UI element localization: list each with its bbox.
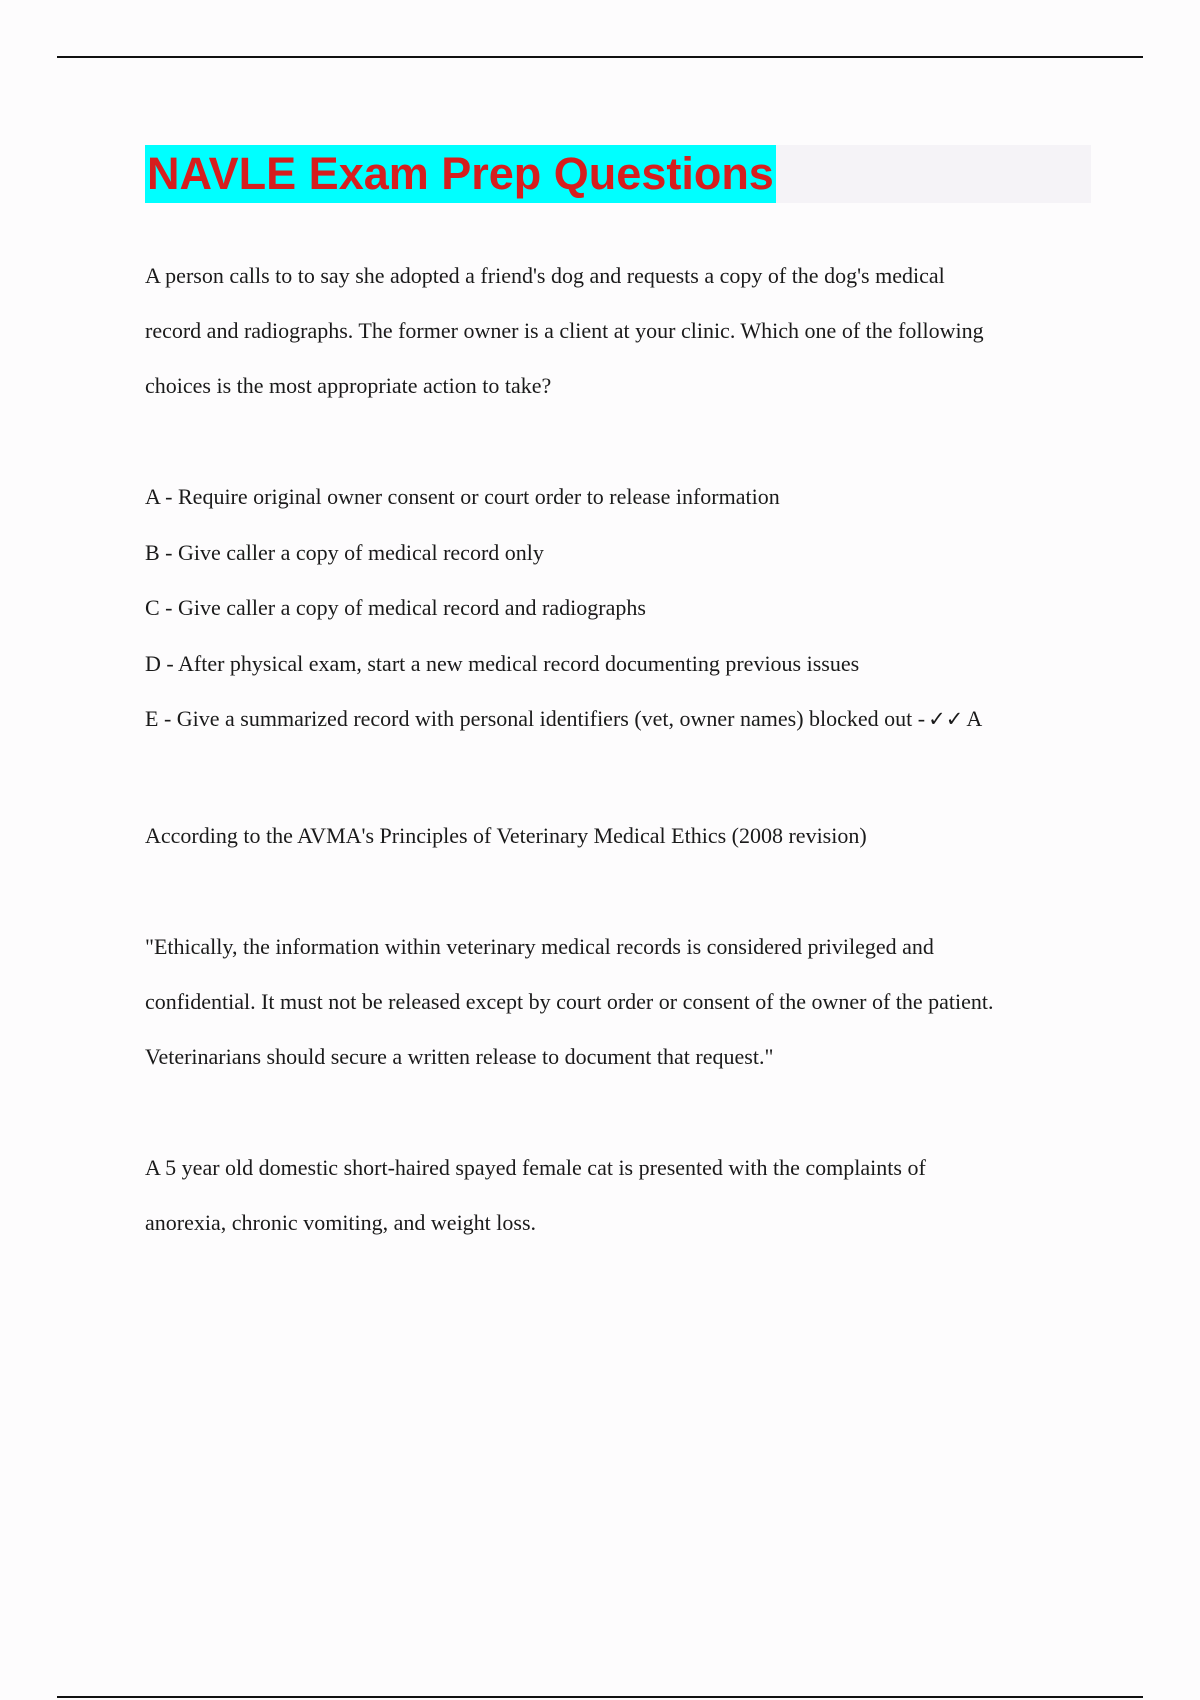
question-2 [145,1140,1105,1250]
top-rule [57,56,1143,58]
ethics-reference: According to the AVMA's Principles of Veterinary Medical Ethics (2008 revision) [145,822,867,848]
question-2-line-1: A 5 year old domestic short-haired spayed female cat is presented with the complaints of [145,1154,926,1180]
quote-line-2: confidential. It must not be released except by court order or consent of the owner of the patient. [145,988,994,1014]
quote-line-3: Veterinarians should secure a written release to document that request." [145,1043,774,1069]
page-title: NAVLE Exam Prep Questions [145,145,776,203]
bottom-rule [57,1696,1143,1698]
option-e [145,691,1105,748]
document-body [145,248,1105,1250]
option-d: D - After physical exam, start a new medical record documenting previous issues [145,650,860,676]
quote-line-1: "Ethically, the information within veterinary medical records is considered privileged and [145,933,934,959]
ethics-quote [145,919,1105,1084]
question-1-line-2: record and radiographs. The former owner is a client at your clinic. Which one of the following [145,318,984,343]
correct-answer: A [966,706,983,731]
option-b: B - Give caller a copy of medical record only [145,539,544,565]
double-check-icon: ✓✓ [928,707,964,731]
question-1-line-3: choices is the most appropriate action to take? [145,373,552,398]
question-1 [145,248,1105,413]
option-a: A - Require original owner consent or court order to release information [145,484,780,509]
question-1-line-1: A person calls to to say she adopted a friend's dog and requests a copy of the dog's medical [145,263,945,288]
option-e-text: E - Give a summarized record with personal identifiers (vet, owner names) blocked out - [145,706,926,731]
option-c: C - Give caller a copy of medical record and radiographs [145,595,646,620]
answer-options [145,469,1105,748]
question-2-line-2: anorexia, chronic vomiting, and weight loss. [145,1209,537,1235]
